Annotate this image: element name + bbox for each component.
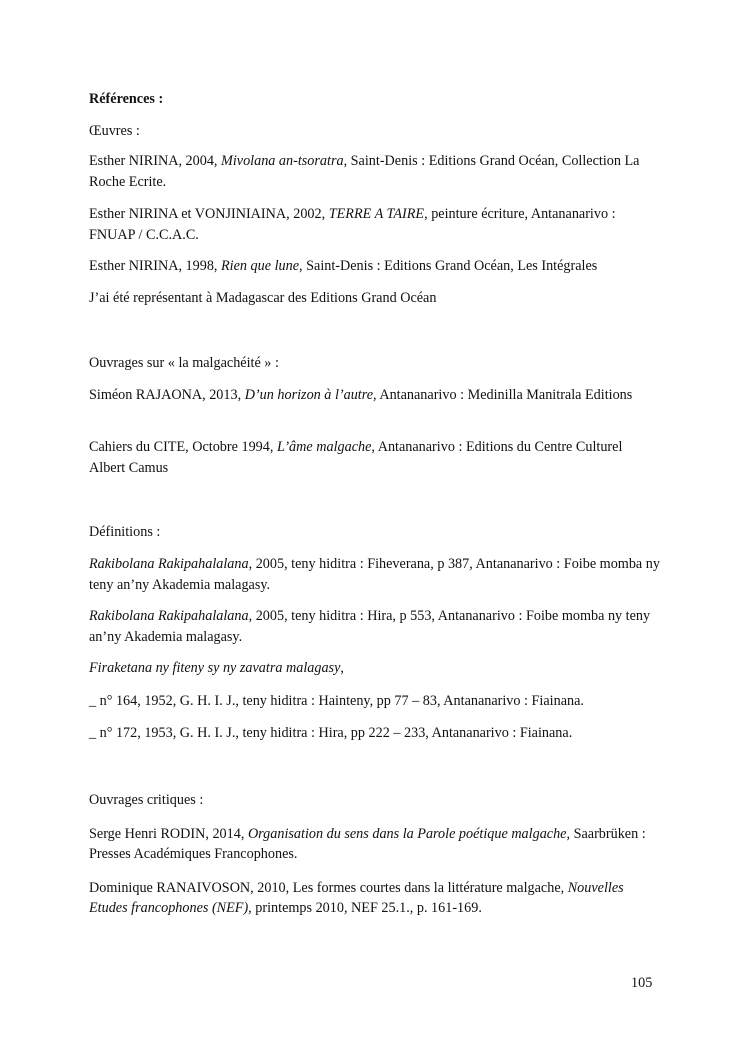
oeuvres-note: J’ai été représentant à Madagascar des Editions Grand Océan xyxy=(89,290,437,306)
oeuvre-entry-1: Esther NIRINA, 2004, Mivolana an-tsoratra, Saint-Denis : Editions Grand Océan, Collection La Roche Ecrite. xyxy=(89,153,640,190)
critique-entry-2: Dominique RANAIVOSON, 2010, Les formes courtes dans la littérature malgache, Nouvelles Etudes francophones (NEF), printemps 2010, NEF 25.1., p. 161-169. xyxy=(89,880,624,916)
critiques-label: Ouvrages critiques : xyxy=(89,792,204,808)
critique-entry-1: Serge Henri RODIN, 2014, Organisation du sens dans la Parole poétique malgache, Saarbrüken : Presses Académiques Francophones. xyxy=(89,826,646,862)
firaketana-sub-1: _ n° 164, 1952, G. H. I. J., teny hiditra : Hainteny, pp 77 – 83, Antananarivo : Fiainana. xyxy=(89,693,584,709)
malgacheite-entry-1: Siméon RAJAONA, 2013, D’un horizon à l’autre, Antananarivo : Medinilla Manitrala Editions xyxy=(89,387,633,403)
page-number: 105 xyxy=(631,975,653,991)
oeuvre-entry-3: Esther NIRINA, 1998, Rien que lune, Saint-Denis : Editions Grand Océan, Les Intégrales xyxy=(89,258,598,274)
malgacheite-label: Ouvrages sur « la malgachéité » : xyxy=(89,355,279,371)
definition-entry-1: Rakibolana Rakipahalalana, 2005, teny hiditra : Fiheverana, p 387, Antananarivo : Foibe momba ny teny an’ny Akademia malagasy. xyxy=(89,556,660,593)
oeuvre-entry-2: Esther NIRINA et VONJINIAINA, 2002, TERRE A TAIRE, peinture écriture, Antananarivo : FNUAP / C.C.A.C. xyxy=(89,206,616,243)
oeuvres-label: Œuvres : xyxy=(89,123,140,139)
definition-entry-2: Rakibolana Rakipahalalana, 2005, teny hiditra : Hira, p 553, Antananarivo : Foibe momba ny teny an’ny Akademia malagasy. xyxy=(89,608,651,645)
firaketana-sub-2: _ n° 172, 1953, G. H. I. J., teny hiditra : Hira, pp 222 – 233, Antananarivo : Fiainana. xyxy=(89,725,573,741)
malgacheite-entry-2: Cahiers du CITE, Octobre 1994, L’âme malgache, Antananarivo : Editions du Centre Culturel Albert Camus xyxy=(89,439,623,476)
references-heading: Références : xyxy=(89,91,164,107)
firaketana-entry: Firaketana ny fiteny sy ny zavatra malagasy, xyxy=(89,660,344,676)
definitions-label: Définitions : xyxy=(89,524,161,540)
